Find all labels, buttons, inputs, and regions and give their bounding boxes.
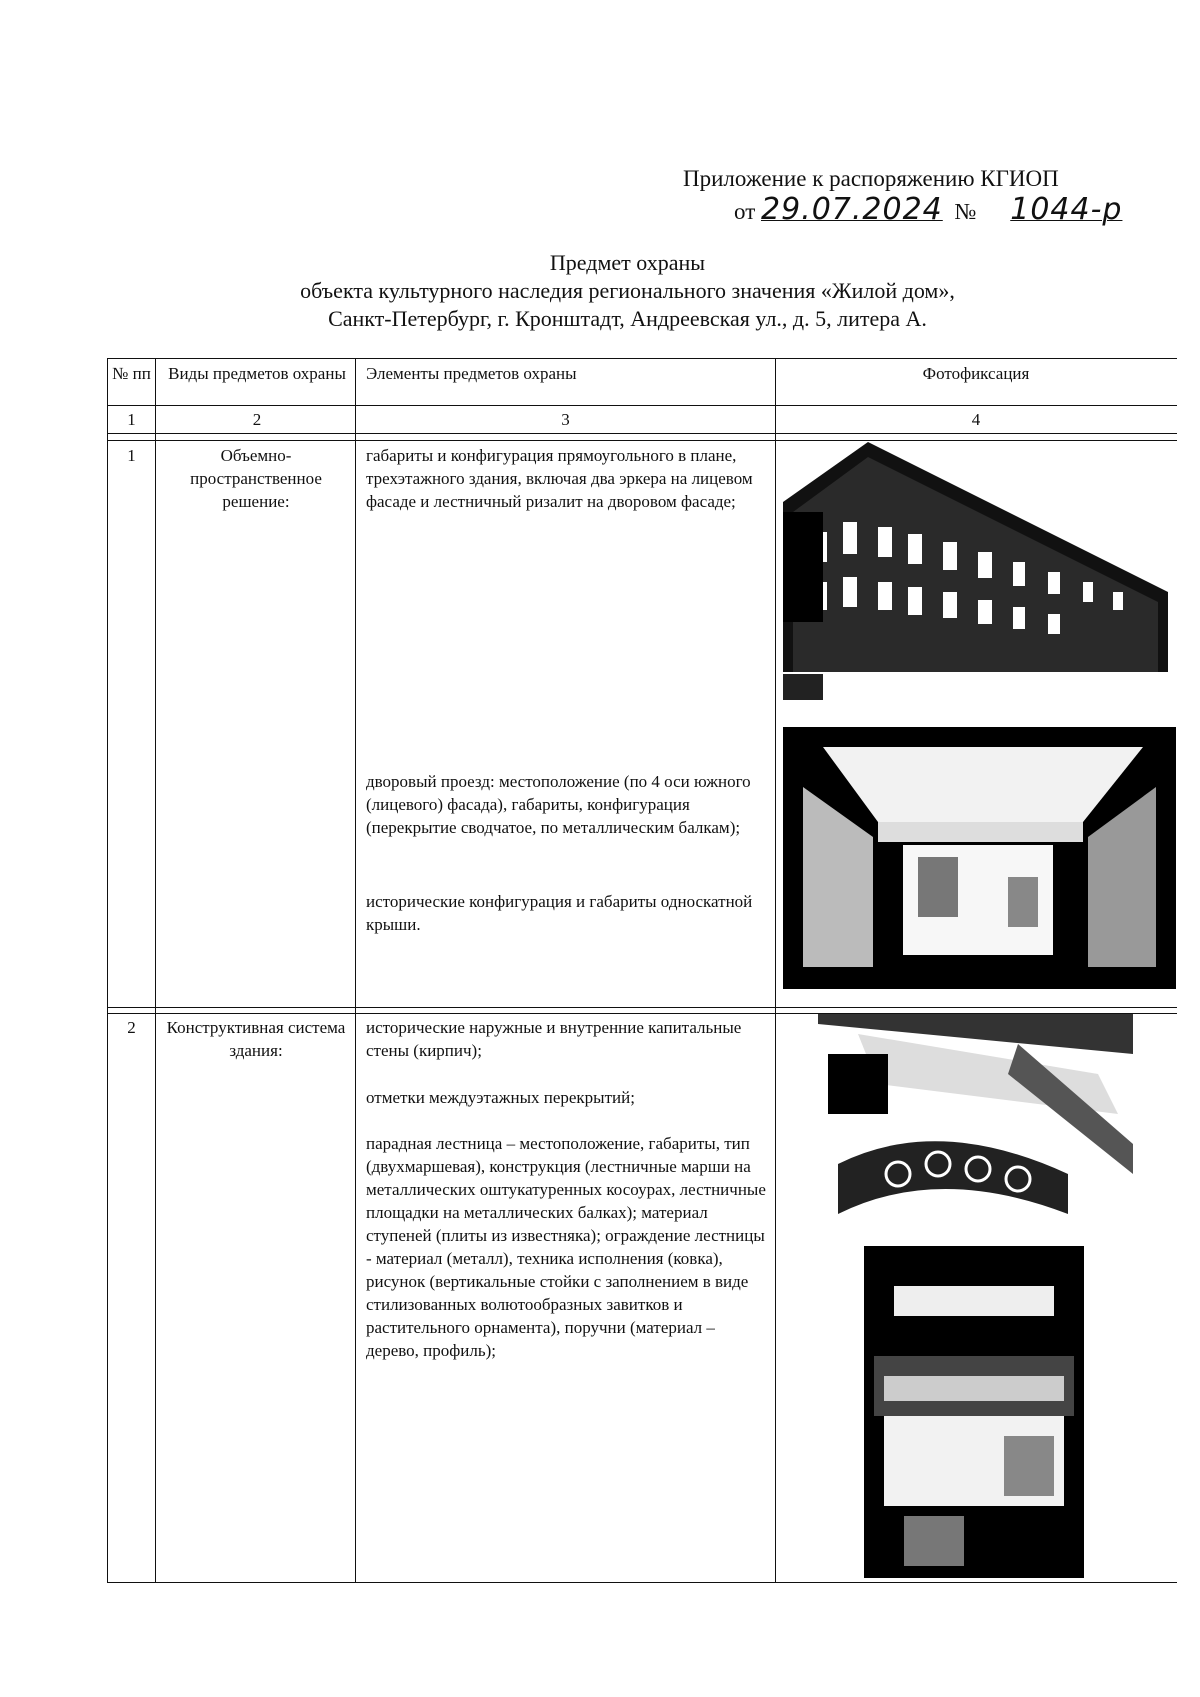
from-label: от [734,199,756,224]
table-col-rule [155,358,156,1582]
courtyard-passage-photo [783,727,1176,989]
table-col-rule [355,358,356,1582]
staircase-interior-photo [864,1246,1084,1578]
row-element-text: дворовый проезд: местоположение (по 4 оси южного (лицевого) фасада), габариты, конфигурация (перекрытие сводчатое, по металлическим балкам); [366,772,751,837]
handwritten-number: 1044-р [1010,192,1123,227]
building-facade-photo [783,442,1168,700]
col-number: 1 [127,410,136,429]
table-col-rule [775,358,776,1582]
row-type: Объемно-пространственное решение: [190,446,322,511]
table-border-top [107,358,1177,359]
order-ref-line [734,192,1123,227]
handwritten-date: 29.07.2024 [761,192,943,227]
col-number: 3 [561,410,570,429]
table-rule [107,405,1177,406]
row-element-text: исторические наружные и внутренние капитальные стены (кирпич); [366,1018,742,1060]
staircase-railing-photo [818,1014,1133,1219]
table-rule [107,440,1177,441]
table-border-bottom [107,1582,1177,1583]
document-subtitle-2: Санкт-Петербург, г. Кронштадт, Андреевская ул., д. 5, литера А. [328,306,927,331]
row-type: Конструктивная система здания: [166,1018,346,1060]
number-label: № [954,199,977,224]
row-element-text: отметки междуэтажных перекрытий; [366,1088,635,1107]
row-element-text: габариты и конфигурация прямоугольного в плане, трехэтажного здания, включая два эркера на лицевом фасаде и лестничный ризалит на дворовом фасаде; [366,446,753,511]
col-number: 2 [252,410,262,429]
table-col-rule [107,358,108,1582]
document-subtitle-1: объекта культурного наследия регионального значения «Жилой дом», [300,278,955,303]
header-num: № пп [112,364,151,383]
table-rule [107,1007,1177,1008]
header-type: Виды предметов охраны [168,364,346,383]
table-rule [107,433,1177,434]
header-photo: Фотофиксация [922,364,1030,383]
document-title: Предмет охраны [549,250,706,275]
row-number: 1 [127,446,136,465]
header-elements: Элементы предметов охраны [366,364,577,383]
row-element-text: парадная лестница – местоположение, габариты, тип (двухмаршевая), конструкция (лестничные марши на металлических оштукатуренных косоурах, лестничные площадки на металлических балках); материал ступеней (плиты из известняка); ограждение лестницы - материал (металл), техника исполнения (ковка), рисунок (вертикальные стойки с заполнением в виде стилизованных волютообразных завитков и растительного орнамента), поручни (материал – дерево, профиль); [366,1134,766,1360]
appendix-line: Приложение к распоряжению КГИОП [683,166,1059,191]
row-number: 2 [127,1018,136,1037]
row-element-text: исторические конфигурация и габариты односкатной крыши. [366,892,753,934]
col-number: 4 [971,410,981,429]
